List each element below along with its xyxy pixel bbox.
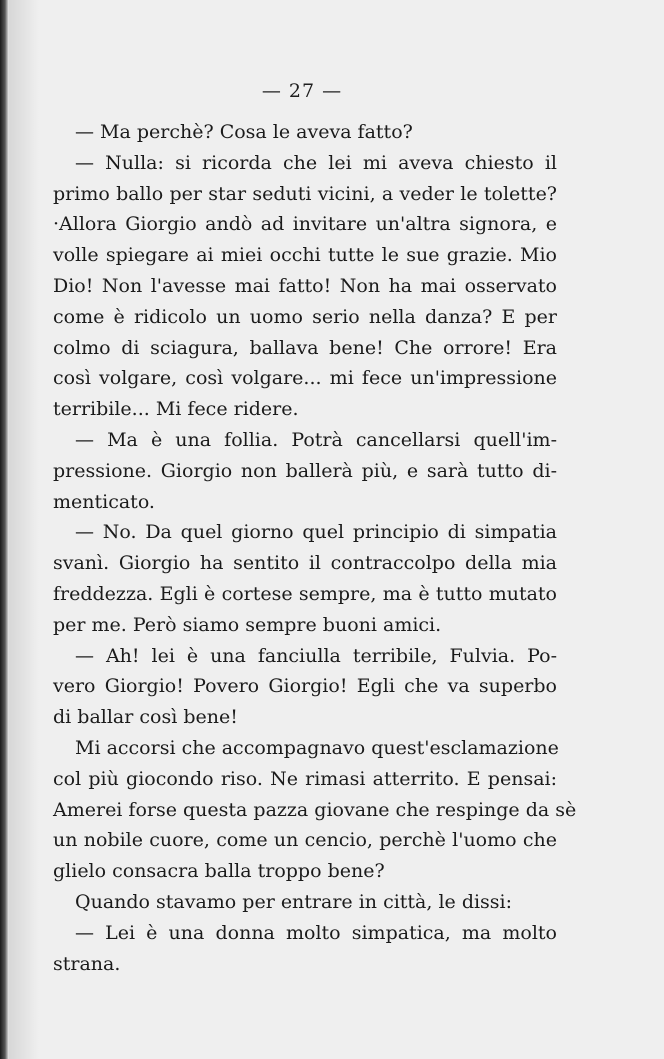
text-line: terribile... Mi fece ridere. <box>53 398 299 421</box>
text-line: come è ridicolo un uomo serio nella danza? E per <box>53 305 557 328</box>
text-line: per me. Però siamo sempre buoni amici. <box>53 613 442 636</box>
text-line: — Ah! lei è una fanciulla terribile, Fulvia. Po- <box>75 644 557 667</box>
text-line: — Ma perchè? Cosa le aveva fatto? <box>75 121 413 143</box>
text-line: Amerei forse questa pazza giovane che respinge da sè <box>53 798 577 821</box>
page-number: — 27 — <box>261 80 343 102</box>
text-line: vero Giorgio! Povero Giorgio! Egli che va superbo <box>53 675 557 698</box>
text-line: colmo di sciagura, ballava bene! Che orrore! Era <box>53 336 557 359</box>
text-line: così volgare, così volgare... mi fece un'impressione <box>53 367 557 390</box>
text-line: — Ma è una follia. Potrà cancellarsi quell'im- <box>75 428 557 451</box>
text-line: — No. Da quel giorno quel principio di simpatia <box>75 521 557 544</box>
book-spine-shadow <box>0 0 9 1059</box>
body-text <box>53 117 577 979</box>
text-line: pressione. Giorgio non ballerà più, e sarà tutto di- <box>53 459 557 482</box>
text-line: col più giocondo riso. Ne rimasi atterrito. E pensai: <box>53 767 557 790</box>
text-line: — Lei è una donna molto simpatica, ma molto <box>75 921 557 944</box>
text-line: svanì. Giorgio ha sentito il contraccolpo della mia <box>53 552 557 575</box>
gutter-shade <box>9 0 39 1059</box>
text-line: menticato. <box>53 490 155 513</box>
text-line: Dio! Non l'avesse mai fatto! Non ha mai osservato <box>53 274 557 297</box>
text-line: freddezza. Egli è cortese sempre, ma è tutto mutato <box>53 582 557 605</box>
text-line: — Nulla: si ricorda che lei mi aveva chiesto il <box>75 151 557 174</box>
text-line: glielo consacra balla troppo bene? <box>53 860 385 883</box>
text-line: di ballar così bene! <box>53 706 238 729</box>
text-line: strana. <box>53 952 121 975</box>
text-line: Mi accorsi che accompagnavo quest'esclamazione <box>75 736 559 759</box>
text-line: Quando stavamo per entrare in città, le dissi: <box>75 890 513 913</box>
text-line: volle spiegare ai miei occhi tutte le sue grazie. Mio <box>53 244 557 267</box>
text-line: un nobile cuore, come un cencio, perchè l'uomo che <box>53 829 557 852</box>
text-line: primo ballo per star seduti vicini, a veder le tolette? <box>53 182 557 205</box>
text-line: ·Allora Giorgio andò ad invitare un'altra signora, e <box>53 213 557 236</box>
